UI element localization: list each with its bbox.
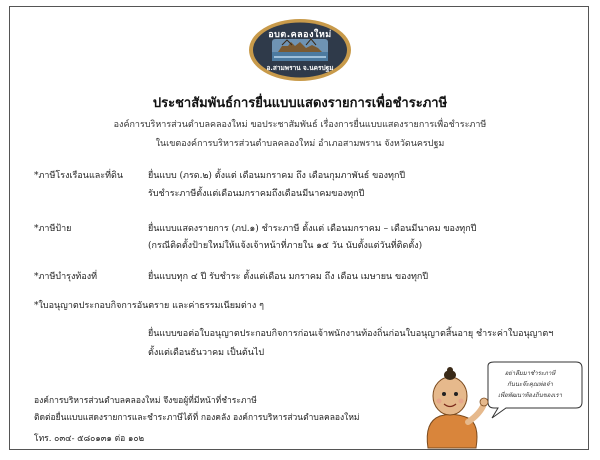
footer-line-1: องค์การบริหารส่วนตำบลคลองใหม่ จึงขอผู้ที่มีหน้าที่ชำระภาษี [34,396,257,406]
tax-local-maintenance-line-1: ยื่นแบบทุก ๔ ปี รับชำระ ตั้งแต่เดือน มกราคม ถึง เดือน เมษายน ของทุกปี [148,272,429,282]
intro-line-2: ในเขตองค์การบริหารส่วนตำบลคลองใหม่ อำเภอสามพราน จังหวัดนครปฐม [155,139,445,149]
tax-label-local-maintenance: *ภาษีบำรุงท้องที่ [34,272,98,282]
footer-phone: โทร. ๐๓๔- ๕๘๐๑๓๑ ต่อ ๑๐๒ [34,434,145,444]
bubble-line-2: กันนะจ๊ะคุณพ่อจ๋า [507,381,553,388]
license-line-1: ยื่นแบบขอต่อใบอนุญาตประกอบกิจการก่อนเจ้าพนักงานท้องถิ่นก่อนใบอนุญาตสิ้นอายุ ชำระค่าใบอนุญาตฯ [148,329,554,339]
tax-property-line-2: รับชำระภาษีตั้งแต่เดือนมกราคมถึงเดือนมีนาคมของทุกปี [148,189,365,199]
footer-line-2: ติดต่อยื่นแบบแสดงรายการและชำระภาษีได้ที่ กองคลัง องค์การบริหารส่วนตำบลคลองใหม่ [34,413,360,423]
license-line-2: ตั้งแต่เดือนธันวาคม เป็นต้นไป [148,348,265,358]
license-label: *ใบอนุญาตประกอบกิจการอันตราย และค่าธรรมเนียมต่าง ๆ [34,301,264,311]
intro-line-1: องค์การบริหารส่วนตำบลคลองใหม่ ขอประชาสัมพันธ์ เรื่องการยื่นแบบแสดงรายการเพื่อชำระภาษี [113,120,487,130]
logo-bottom-text: อ.สามพราน จ.นครปฐม [266,64,334,72]
tax-signboard-line-1: ยื่นแบบแสดงรายการ (ภป.๑) ชำระภาษี ตั้งแต่ เดือนมกราคม – เดือนมีนาคม ของทุกปี [148,224,477,234]
page-title: ประชาสัมพันธ์การยื่นแบบแสดงรายการเพื่อชำระภาษี [152,96,448,111]
tax-label-property: *ภาษีโรงเรือนและที่ดิน [34,171,124,181]
tax-property-line-1: ยื่นแบบ (ภรด.๒) ตั้งแต่ เดือนมกราคม ถึง เดือนกุมภาพันธ์ ของทุกปี [148,171,406,181]
bubble-line-3: เพื่อพัฒนาท้องถิ่นของเรา [498,392,562,399]
tax-label-signboard: *ภาษีป้าย [34,224,72,234]
bubble-line-1: อย่าลืมมาชำระภาษี [504,370,556,377]
logo-top-text: อบต.คลองใหม่ [268,30,332,40]
sao-logo [248,18,352,82]
tax-signboard-line-2: (กรณีติดตั้งป้ายใหม่ให้แจ้งเจ้าหน้าที่ภายใน ๑๕ วัน นับตั้งแต่วันที่ติดตั้ง) [148,241,423,251]
